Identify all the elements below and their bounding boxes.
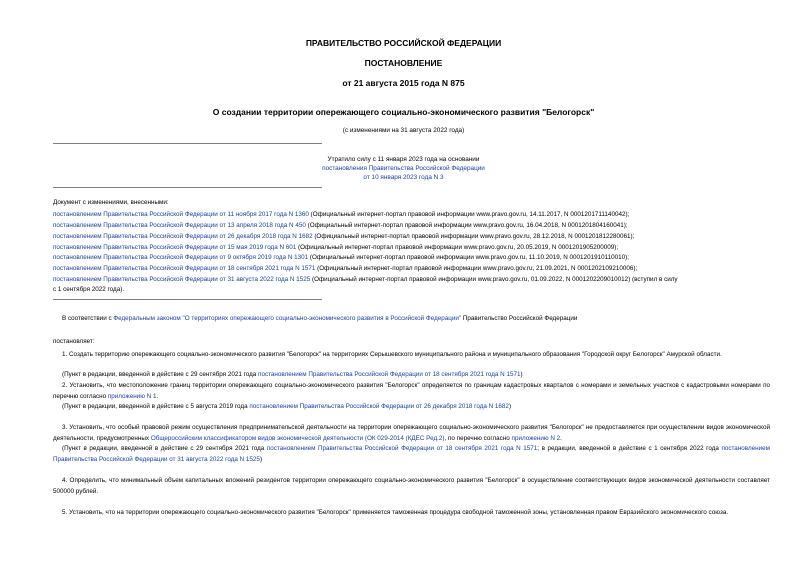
appendix-1-link[interactable]: приложению N 1 [107, 392, 157, 400]
government-heading: ПРАВИТЕЛЬСТВО РОССИЙСКОЙ ФЕДЕРАЦИИ [305, 38, 502, 48]
paragraph-1-note: (Пункт в редакции, введенной в действие с 29 сентября 2021 года постановлением Правительства Российской Федерации от 18 сентября 2021 года N 1571) [62, 371, 523, 378]
change-link[interactable]: постановлением Правительства Российской Федерации от 26 декабря 2018 года N 1682 [53, 233, 313, 240]
federal-law-link[interactable]: Федеральным законом "О территориях опережающего социально-экономического развития в Российской Федерации" [113, 315, 462, 322]
divider [53, 187, 322, 188]
expired-line: Утратило силу с 11 января 2023 года на основании [327, 156, 480, 163]
change-item: постановлением Правительства Российской Федерации от 13 апреля 2018 года N 450 (Официальный интернет-портал правовой информации www.pravo.gov.ru, 16.04.2018, N 0001201804160041); [53, 222, 628, 229]
change-item: постановлением Правительства Российской Федерации от 15 мая 2019 года N 601 (Официальный интернет-портал правовой информации www.pravo.gov.ru, 20.05.2019, N 0001201905200009); [53, 244, 619, 251]
change-item: постановлением Правительства Российской Федерации от 9 октября 2019 года N 1301 (Официальный интернет-портал правовой информации www.pravo.gov.ru, 11.10.2019, N 0001201910110010); [53, 254, 629, 261]
amendment-link[interactable]: постановлением Правительства Российской Федерации от 26 декабря 2018 года N 1682 [249, 403, 509, 410]
okved-link[interactable]: Общероссийским классификатором видов экономической деятельности (ОК 029-2014 (КДЕС Ред.2) [150, 434, 445, 442]
change-item: постановлением Правительства Российской Федерации от 18 сентября 2021 года N 1571 (Официальный интернет-портал правовой информации www.pravo.gov.ru, 21.09.2021, N 0001202109210006); [53, 265, 638, 272]
change-item: постановлением Правительства Российской Федерации от 31 августа 2022 года N 1525 (Официальный интернет-портал правовой информации www.pravo.gov.ru, 01.09.2022, N 0001202209010012) (вступил в силу [53, 276, 678, 283]
amendment-link[interactable]: постановлением Правительства Российской Федерации от 31 августа 2022 года N 1525 [53, 445, 770, 463]
paragraph-3-note: (Пункт в редакции, введенной в действие с 29 сентября 2021 года постановлением Правительства Российской Федерации от 18 сентября 2021 года N 1571; в редакции, введенной в действие с 1 сентября 2022 года постановлением Правительства Российской Федерации от 31 августа 2022 года N 1525) [53, 445, 770, 463]
document-title: О создании территории опережающего социально-экономического развития "Белогорск" [212, 107, 595, 117]
paragraph-1: 1. Создать территорию опережающего социально-экономического развития "Белогорск" на территориях Серышевского муниципального района и муниципального образования "Городской округ Белогорск" Амурской области. [62, 351, 722, 358]
amended-note: (с изменениями на 31 августа 2022 года) [342, 127, 465, 134]
change-link[interactable]: постановлением Правительства Российской Федерации от 15 мая 2019 года N 601 [53, 244, 297, 251]
divider [53, 299, 322, 300]
expired-link-2[interactable]: от 10 января 2023 года N 3 [363, 174, 444, 181]
change-item-tail: с 1 сентября 2022 года). [53, 286, 125, 293]
amendment-link[interactable]: постановлением Правительства Российской Федерации от 18 сентября 2021 года N 1571 [258, 371, 521, 378]
date-number: от 21 августа 2015 года N 875 [342, 78, 465, 88]
divider [53, 143, 322, 144]
paragraph-2-note: (Пункт в редакции, введенной в действие с 5 августа 2019 года постановлением Правительства Российской Федерации от 26 декабря 2018 года N 1682) [62, 403, 512, 410]
doc-type-heading: ПОСТАНОВЛЕНИЕ [364, 58, 443, 68]
change-link[interactable]: постановлением Правительства Российской Федерации от 11 ноября 2017 года N 1360 [53, 211, 309, 218]
decrees-label: постановляет: [53, 338, 95, 345]
amendment-link[interactable]: постановлением Правительства Российской Федерации от 18 сентября 2021 года N 1571 [266, 445, 538, 452]
paragraph-3: 3. Установить, что особый правовой режим осуществления предпринимательской деятельности на территории опережающего социально-экономического развития "Белогорск" не предоставляется при осуществлении видов экономической деятельности, предусмотренных Общероссийским классификатором видов экономической деятельности (ОК 029-2014 (КДЕС Ред.2), по перечню согласно приложению N 2. [53, 424, 770, 442]
change-link[interactable]: постановлением Правительства Российской Федерации от 9 октября 2019 года N 1301 [53, 254, 309, 261]
preamble: В соответствии с Федеральным законом "О территориях опережающего социально-экономического развития в Российской Федерации" Правительство Российской Федерации [62, 315, 578, 322]
changes-intro: Документ с изменениями, внесенными: [53, 199, 169, 206]
change-item: постановлением Правительства Российской Федерации от 11 ноября 2017 года N 1360 (Официальный интернет-портал правовой информации www.pravo.gov.ru, 14.11.2017, N 0001201711140042); [53, 211, 630, 218]
change-link[interactable]: постановлением Правительства Российской Федерации от 31 августа 2022 года N 1525 [53, 276, 311, 283]
change-link[interactable]: постановлением Правительства Российской Федерации от 18 сентября 2021 года N 1571 [53, 265, 316, 272]
paragraph-2: 2. Установить, что местоположение границ территории опережающего социально-экономического развития "Белогорск" определяется по границам кадастровых кварталов с номерами и земельных участков с кадастровыми номерами по перечню согласно приложению N 1. [53, 382, 770, 400]
expired-link-1[interactable]: постановления Правительства Российской Федерации [322, 165, 485, 172]
paragraph-4: 4. Определить, что минимальный объем капитальных вложений резидентов территории опережающего социально-экономического развития "Белогорск" в осуществление соответствующих видов экономической деятельности составляет 500000 рублей. [53, 477, 770, 495]
change-link[interactable]: постановлением Правительства Российской Федерации от 13 апреля 2018 года N 450 [53, 222, 306, 229]
appendix-2-link[interactable]: приложению N 2 [511, 434, 561, 442]
change-item: постановлением Правительства Российской Федерации от 26 декабря 2018 года N 1682 (Официальный интернет-портал правовой информации www.pravo.gov.ru, 28.12.2018, N 0001201812280061); [53, 233, 635, 240]
paragraph-5: 5. Установить, что на территории опережающего социально-экономического развития "Белогорск" применяется таможенная процедура свободной таможенной зоны, установленная правом Евразийского экономического союза. [62, 509, 729, 516]
